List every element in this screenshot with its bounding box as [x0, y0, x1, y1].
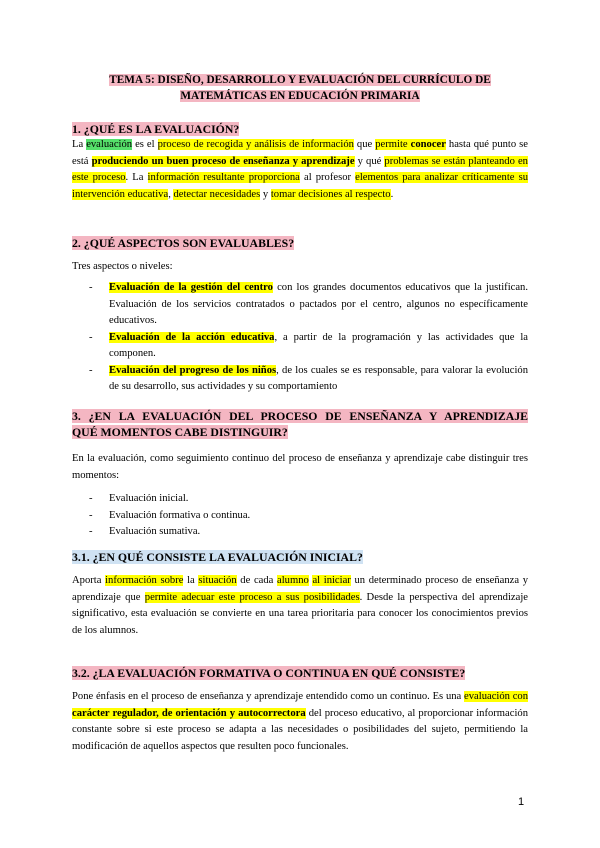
- section-3-heading-line-2: QUÉ MOMENTOS CABE DISTINGUIR?: [72, 425, 288, 439]
- list-item: - Evaluación formativa o continua.: [72, 508, 528, 525]
- section-2-intro: Tres aspectos o niveles:: [72, 261, 173, 272]
- section-3-2-heading: 3.2. ¿LA EVALUACIÓN FORMATIVA O CONTINUA EN QUÉ CONSISTE?: [72, 666, 466, 680]
- section-3-list: [72, 491, 528, 541]
- title-line-2: MATEMÁTICAS EN EDUCACIÓN PRIMARIA: [180, 90, 420, 102]
- section-3-1-paragraph: Aporta información sobre la situación de cada alumno al iniciar un determinado proceso de enseñanza y aprendizaje que permite adecuar este proceso a sus posibilidades. Desde la perspectiva del aprendizaje significativo, esta evaluación se convierte en una tarea prioritaria para conocer los conocimientos previos de los alumnos.: [72, 575, 529, 636]
- document-title: [72, 72, 528, 104]
- section-2-list: [72, 280, 528, 396]
- section-3-2-paragraph: Pone énfasis en el proceso de enseñanza y aprendizaje entendido como un continuo. Es una evaluación con carácter regulador, de orientación y autocorrectora del proceso educativo, al proporcionar información constante sobre si este proceso se adapta a las necesidades o posibilidades del sujeto, permitiendo la modificación de aquellos aspectos que resulten poco funcionales.: [72, 691, 529, 752]
- list-item: - Evaluación de la acción educativa, a partir de la programación y las actividades que la componen.: [72, 330, 528, 363]
- section-1-heading: [72, 121, 528, 137]
- page-number: 1: [518, 796, 525, 808]
- section-2-heading: [72, 235, 528, 251]
- section-1-paragraph: La evaluación es el proceso de recogida y análisis de información que permite conocer hasta qué punto se está produciendo un buen proceso de enseñanza y aprendizaje y qué problemas se están planteando en este proceso. La información resultante proporciona al profesor elementos para analizar críticamente su intervención educativa, detectar necesidades y tomar decisiones al respecto.: [72, 139, 529, 200]
- list-item: - Evaluación del progreso de los niños, de los cuales se es responsable, para valorar la evolución de su desarrollo, sus actividades y su comportamiento: [72, 363, 528, 396]
- section-1-heading-text: 1. ¿QUÉ ES LA EVALUACIÓN?: [72, 122, 240, 136]
- section-3-1-heading: 3.1. ¿EN QUÉ CONSISTE LA EVALUACIÓN INICIAL?: [72, 550, 363, 564]
- title-line-1: TEMA 5: DISEÑO, DESARROLLO Y EVALUACIÓN DEL CURRÍCULO DE: [109, 74, 491, 86]
- list-item: - Evaluación inicial.: [72, 491, 528, 508]
- section-3-heading-line-1: 3. ¿EN LA EVALUACIÓN DEL PROCESO DE ENSEÑANZA Y APRENDIZAJE: [72, 409, 528, 423]
- section-3-intro: En la evaluación, como seguimiento continuo del proceso de enseñanza y aprendizaje cabe distinguir tres momentos:: [72, 453, 528, 481]
- list-item: - Evaluación de la gestión del centro con los grandes documentos educativos que la justifican. Evaluación de los servicios contratados o pactados por el centro, algunos no específicamente educativos.: [72, 280, 528, 330]
- section-2-heading-text: 2. ¿QUÉ ASPECTOS SON EVALUABLES?: [72, 236, 295, 250]
- list-item: - Evaluación sumativa.: [72, 524, 528, 541]
